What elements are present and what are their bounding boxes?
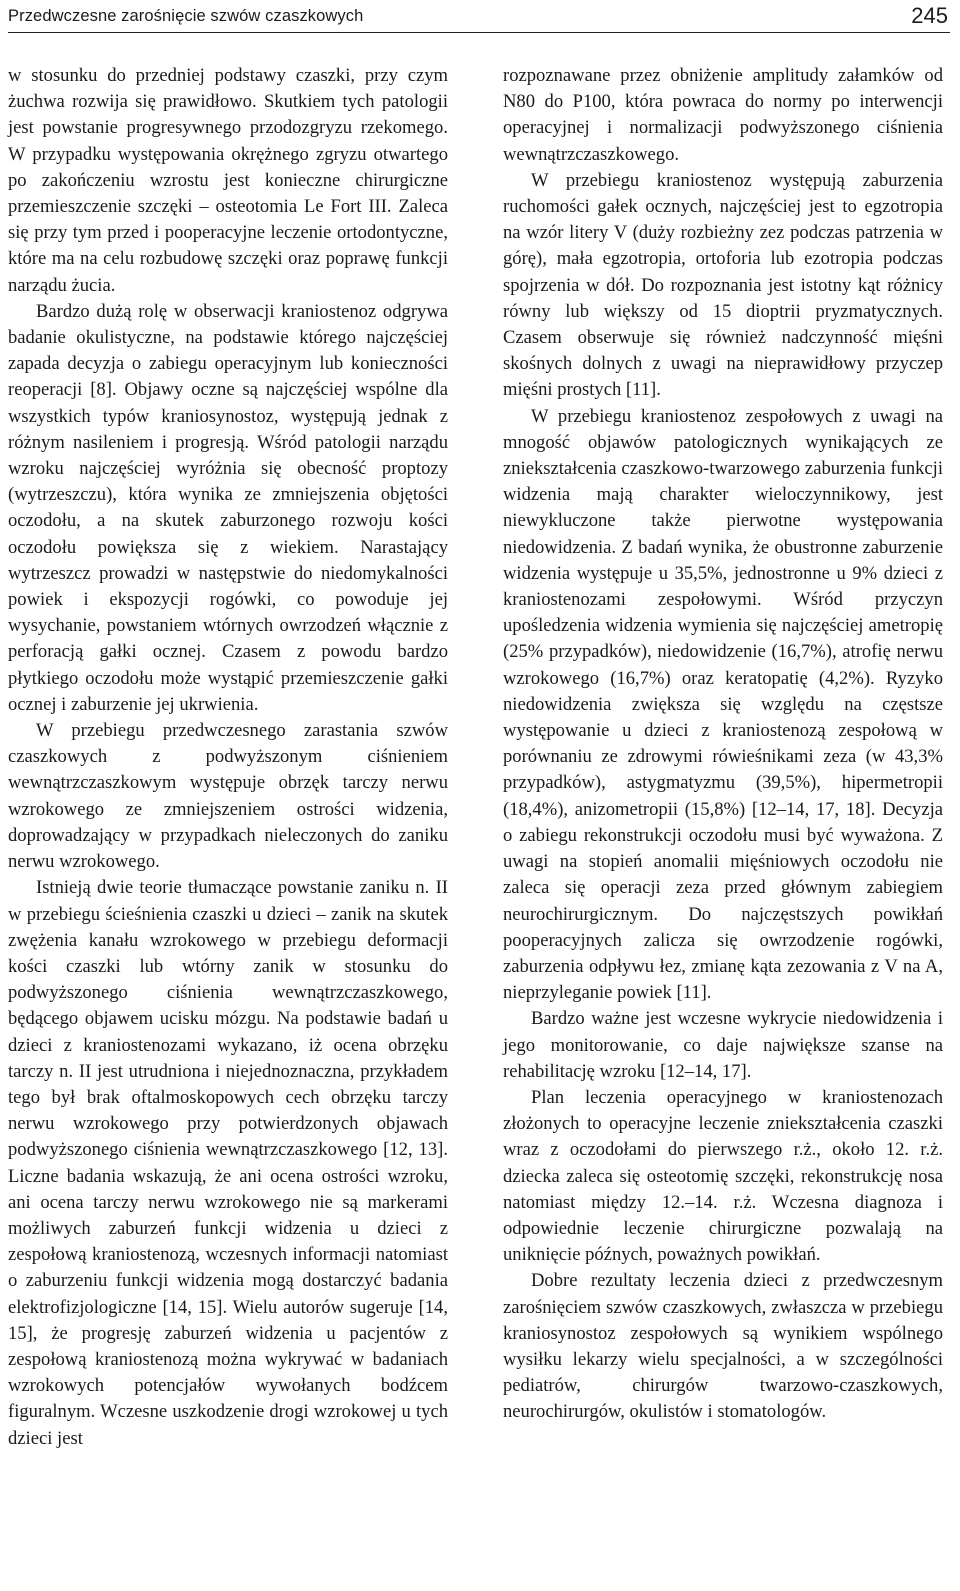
paragraph: rozpoznawane przez obniżenie amplitudy załamków od N80 do P100, która powraca do normy po interwencji operacyjnej i normalizacji podwyższonego ciśnienia wewnątrzczaszkowego. [503, 65, 943, 165]
paragraph: Bardzo dużą rolę w obserwacji kraniostenoz odgrywa badanie okulistyczne, na podstawie którego najczęściej zapada decyzja o zabiegu operacyjnym lub konieczności reoperacji [8]. Objawy oczne są najczęściej wspólne dla wszystkich typów kraniosynostoz, występują jednak z różnym nasileniem i progresją. Wśród patologii narządu wzroku najczęściej wyróżnia się obecność proptozy (wytrzeszczu), która wynika ze zmniejszenia objętości oczodołu, a na skutek zaburzonego rozwoju kości oczodołu powiększa się z wiekiem. Narastający wytrzeszcz prowadzi w następstwie do niedomykalności powiek i ekspozycji rogówki, co powoduje jej wysychanie, powstaniem wtórnych owrzodzeń włącznie z perforacją gałki ocznej. Czasem z powodu bardzo płytkiego oczodołu może wystąpić przemieszczenie gałki ocznej i zaburzenie jej ukrwienia. [8, 300, 448, 715]
left-column [8, 63, 448, 1452]
paragraph: W przebiegu kraniostenoz zespołowych z uwagi na mnogość objawów patologicznych wynikających ze zniekształcenia czaszkowo-twarzowego zaburzenia funkcji widzenia mają charakter wieloczynnikowy, jest niewykluczone także pierwotne występowania niedowidzenia. Z badań wynika, że obustronne zaburzenie widzenia występuje u 35,5%, jednostronne u 9% dzieci z kraniostenozami zespołowymi. Wśród przyczyn upośledzenia widzenia wymienia się najczęściej ametropię (25% przypadków), niedowidzenie (16,7%), atrofię nerwu wzrokowego (16,7%) oraz keratopatię (4,2%). Ryzyko niedowidzenia zwiększa się względu na częstsze występowanie u dzieci z kraniostenozą zespołową w porównaniu ze zdrowymi rówieśnikami zeza (w 43,3% przypadków), astygmatyzmu (39,5%), hipermetropii (18,4%), anizometropii (15,8%) [12–14, 17, 18]. Decyzja o zabiegu rekonstrukcji oczodołu musi być wyważona. Z uwagi na stopień anomalii mięśniowych oczodołu nie zaleca się operacji zeza przed głównym zabiegiem neurochirurgicznym. Do najczęstszych powikłań pooperacyjnych zalicza się owrzodzenie rogówki, zaburzenia odpływu łez, zmianę kąta zezowania z V na A, nieprzyleganie powiek [11]. [503, 405, 943, 1004]
running-header [8, 0, 950, 33]
paragraph: Plan leczenia operacyjnego w kraniostenozach złożonych to operacyjne leczenie zniekształcenia czaszki wraz z oczodołami do pierwszego r.ż., około 12. r.ż. dziecka zaleca się osteotomię szczęki, rekonstrukcję nosa natomiast między 12.–14. r.ż. Wczesna diagnoza i odpowiednie leczenie chirurgiczne pozwalają na uniknięcie późnych, poważnych powikłań. [503, 1086, 943, 1266]
paragraph: Dobre rezultaty leczenia dzieci z przedwczesnym zarośnięciem szwów czaszkowych, zwłaszcza w przebiegu kraniosynostoz zespołowych są wynikiem wspólnego wysiłku lekarzy wielu specjalności, a w szczególności pediatrów, chirurgów twarzowo-czaszkowych, neurochirurgów, okulistów i stomatologów. [503, 1270, 943, 1423]
running-title: Przedwczesne zarośnięcie szwów czaszkowych [8, 6, 364, 25]
paragraph: W przebiegu kraniostenoz występują zaburzenia ruchomości gałek ocznych, najczęściej jest to egzotropia na wzór litery V (duży rozbieżny zez podczas patrzenia w górę), mała egzotropia, ortoforia lub ezotropia podczas spojrzenia w dół. Do rozpoznania jest istotny kąt różnicy równy lub większy od 15 dioptrii pryzmatycznych. Czasem obserwuje się również nadczynność mięśni skośnych dolnych z uwagi na nieprawidłowy przyczep mięśni prostych [11]. [503, 169, 943, 401]
right-column [503, 63, 943, 1426]
paragraph: Bardzo ważne jest wczesne wykrycie niedowidzenia i jego monitorowanie, co daje największe szanse na rehabilitację wzroku [12–14, 17]. [503, 1008, 943, 1082]
paragraph: W przebiegu przedwczesnego zarastania szwów czaszkowych z podwyższonym ciśnieniem wewnątrzczaszkowym występuje obrzęk tarczy nerwu wzrokowego ze zmniejszeniem ostrości widzenia, doprowadzający w przypadkach nieleczonych do zaniku nerwu wzrokowego. [8, 720, 448, 873]
paragraph: w stosunku do przedniej podstawy czaszki, przy czym żuchwa rozwija się prawidłowo. Skutkiem tych patologii jest powstanie progresywnego przodozgryzu rzekomego. W przypadku występowania okrężnego zgryzu otwartego po zakończeniu wzrostu jest konieczne chirurgiczne przemieszczenie szczęki – osteotomia Le Fort III. Zaleca się przy tym przed i pooperacyjne leczenie ortodontyczne, które ma na celu rozbudowę szczęki oraz poprawę funkcji narządu żucia. [8, 65, 448, 296]
page-number: 245 [911, 3, 948, 28]
paragraph: Istnieją dwie teorie tłumaczące powstanie zaniku n. II w przebiegu ścieśnienia czaszki u dzieci – zanik na skutek zwężenia kanału wzrokowego w przebiegu deformacji kości czaszki lub wtórny zanik w stosunku do podwyższonego ciśnienia wewnątrzczaszkowego, będącego objawem ucisku mózgu. Na podstawie badań u dzieci z kraniostenozami wykazano, iż ocena obrzęku tarczy n. II jest utrudniona i niejednoznaczna, przykładem tego był brak oftalmoskopowych cech obrzęku tarczy nerwu wzrokowego przy potwierdzonych objawach podwyższonego ciśnienia wewnątrzczaszkowego [12, 13]. Liczne badania wskazują, że ani ocena ostrości wzroku, ani ocena tarczy nerwu wzrokowego nie są markerami możliwych zaburzeń funkcji widzenia u dzieci z zespołową kraniostenozą, wczesnych informacji natomiast o zaburzeniu funkcji widzenia mogą dostarczyć badania elektrofizjologiczne [14, 15]. Wielu autorów sugeruje [14, 15], że progresję zaburzeń widzenia u pacjentów z zespołową kraniostenozą można wykrywać w badaniach wzrokowych potencjałów wywołanych bodźcem figuralnym. Wczesne uszkodzenie drogi wzrokowej u tych dzieci jest [8, 877, 448, 1449]
